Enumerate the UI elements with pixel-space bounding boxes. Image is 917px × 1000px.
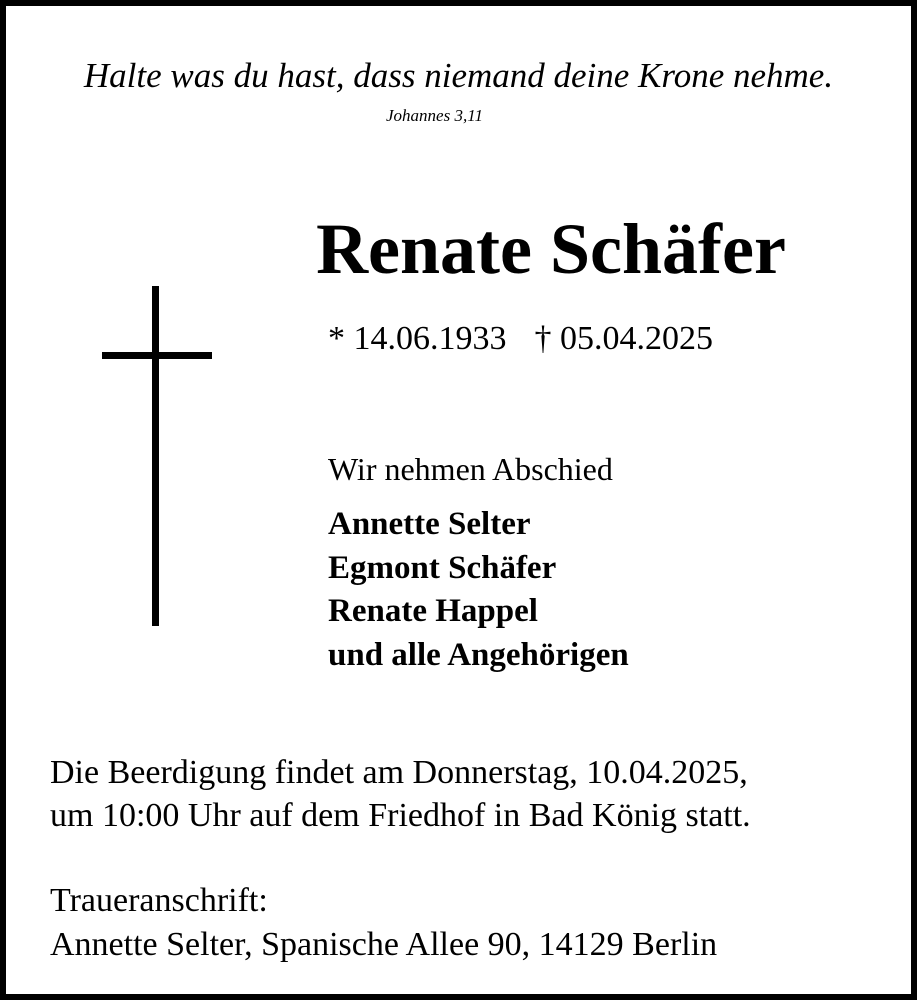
mourners-list [328,503,629,677]
mourner-item: Annette Selter [328,506,531,542]
bible-verse: Halte was du hast, dass niemand deine Krone nehme. [83,56,834,95]
address-value: Annette Selter, Spanische Allee 90, 14129 Berlin [50,926,718,963]
funeral-info-line: Die Beerdigung findet am Donnerstag, 10.04.2025, [50,754,748,791]
address-label: Traueranschrift: [50,882,268,919]
cross-horizontal-beam [102,352,212,359]
mourner-item: und alle Angehörigen [328,636,629,673]
mourner-item: Egmont Schäfer [328,549,557,586]
bible-verse-reference: Johannes 3,11 [386,106,483,125]
mourner-item: Renate Happel [328,593,538,629]
death-date: † 05.04.2025 [534,320,713,357]
funeral-info-line: um 10:00 Uhr auf dem Friedhof in Bad König statt. [50,797,751,834]
deceased-name: Renate Schäfer [316,209,786,289]
life-dates [328,319,713,359]
birth-date: * 14.06.1933 [328,320,507,357]
latin-cross-icon [102,286,212,626]
cross-vertical-beam [152,286,159,626]
mourning-address [50,879,717,967]
funeral-info [50,751,751,837]
farewell-intro: Wir nehmen Abschied [328,451,613,487]
